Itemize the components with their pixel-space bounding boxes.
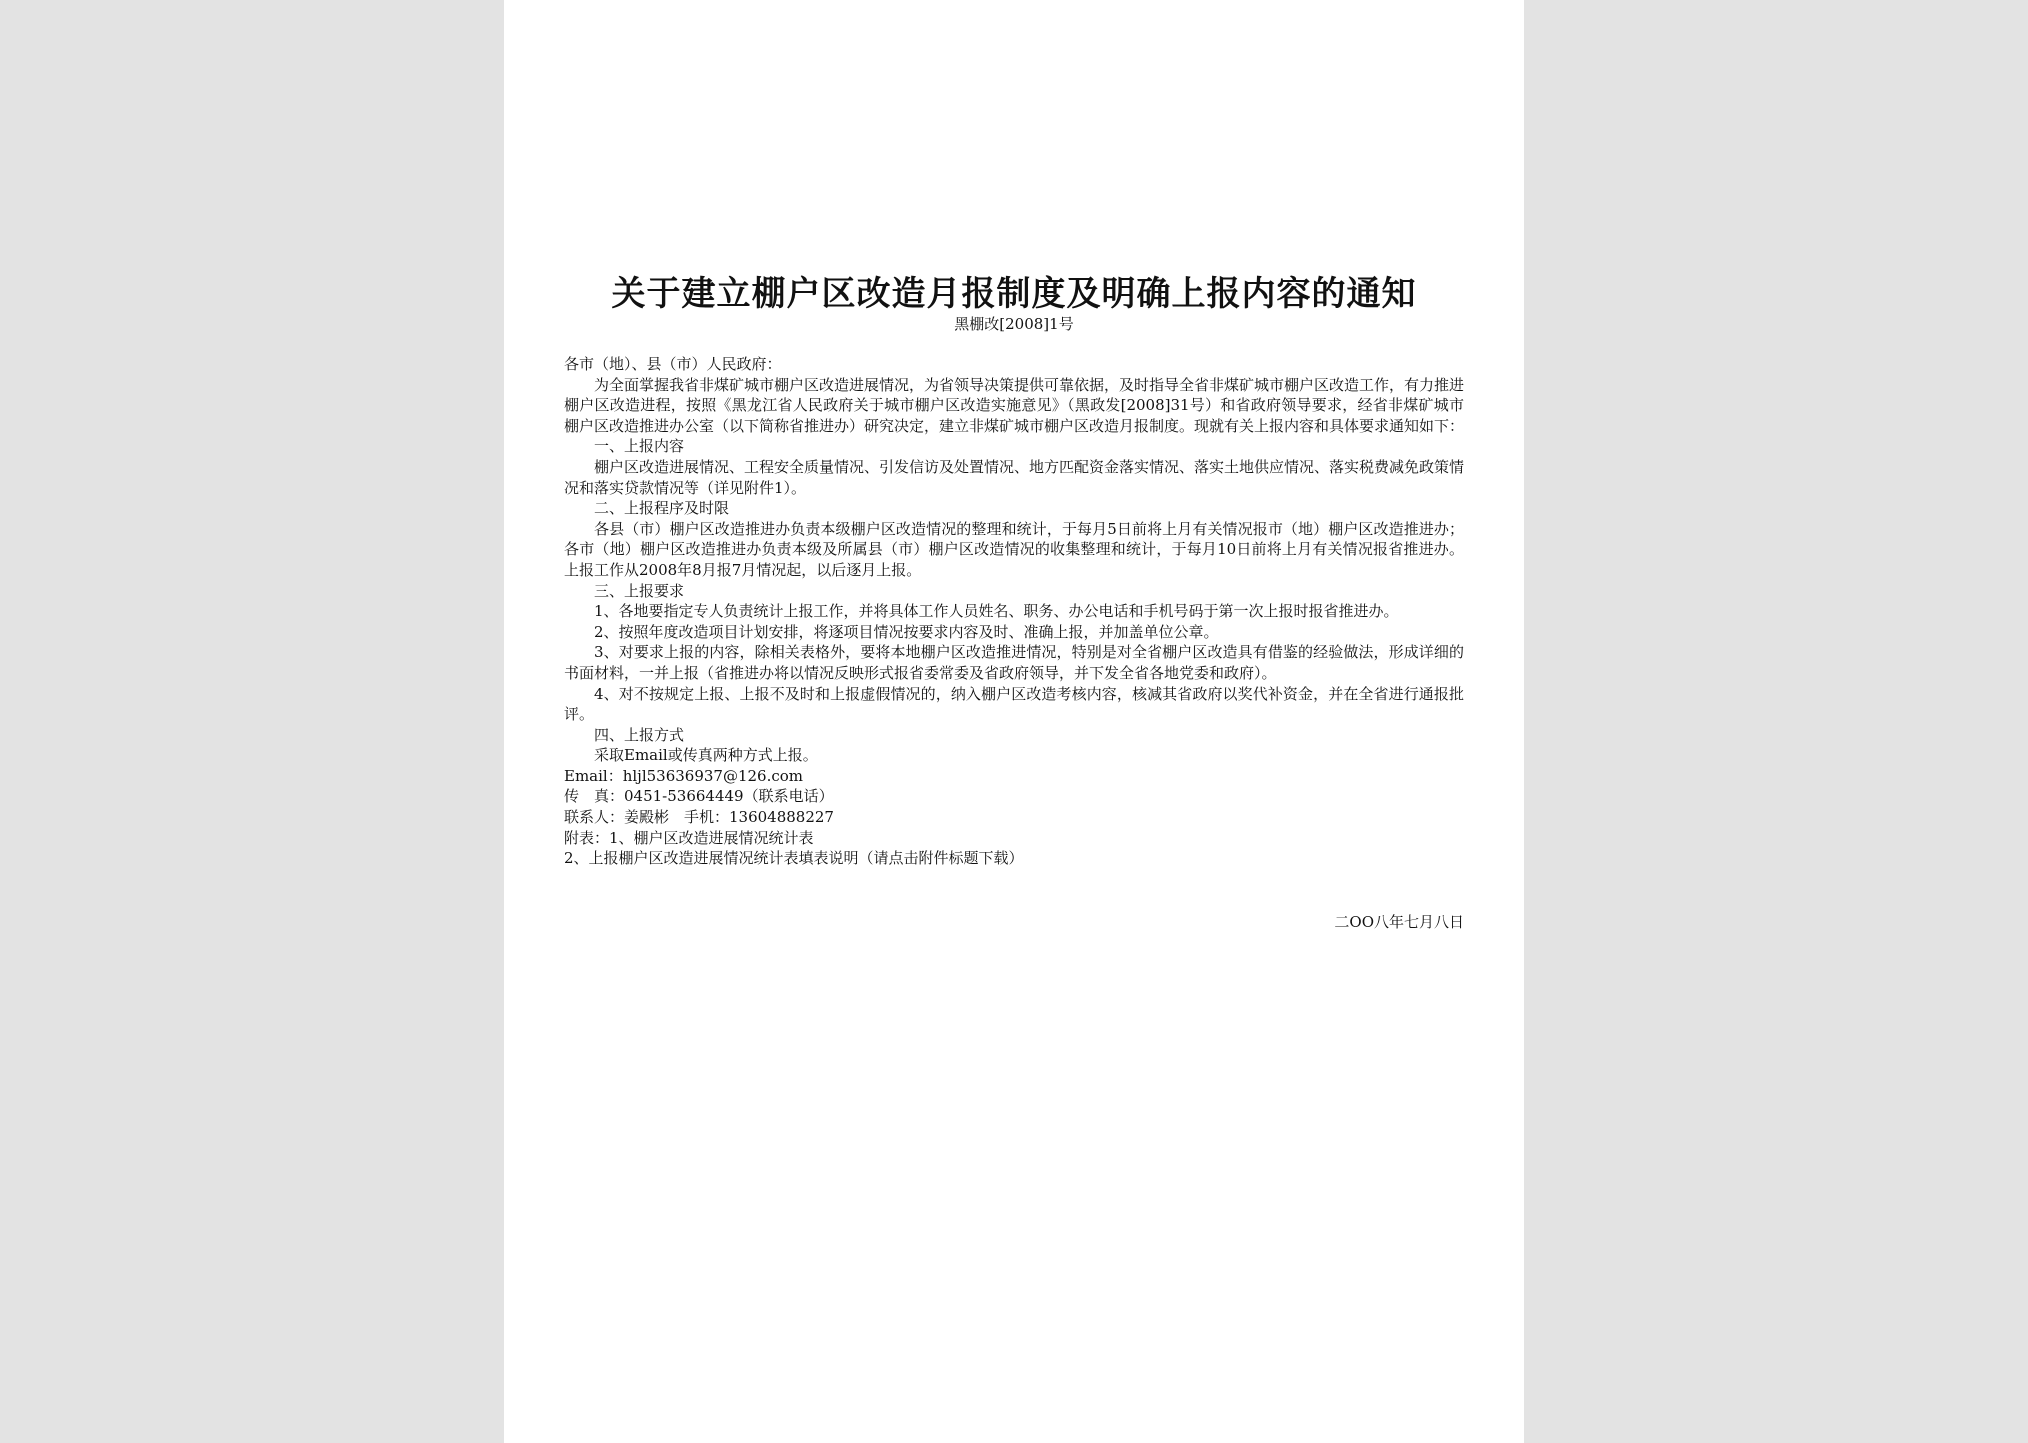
section4-heading: 四、上报方式	[594, 725, 685, 744]
section3-heading: 三、上报要求	[594, 581, 685, 600]
document-body	[564, 354, 1464, 869]
contact-line: 联系人：姜殿彬 手机：13604888227	[564, 808, 834, 827]
document-page	[504, 0, 1524, 1443]
salutation: 各市（地）、县（市）人民政府：	[564, 355, 782, 373]
document-date: 二OO八年七月八日	[1334, 913, 1464, 931]
requirement-3: 3、对要求上报的内容，除相关表格外，要将本地棚户区改造推进情况，特别是对全省棚户区改造具有借鉴的经验做法，形成详细的书面材料，一并上报（省推进办将以情况反映形式报省委常委及省政府领导，并下发全省各地党委和政府）。	[564, 643, 1464, 682]
intro-paragraph: 为全面掌握我省非煤矿城市棚户区改造进展情况，为省领导决策提供可靠依据，及时指导全省非煤矿城市棚户区改造工作，有力推进棚户区改造进程，按照《黑龙江省人民政府关于城市棚户区改造实施意见》（黑政发[2008]31号）和省政府领导要求，经省非煤矿城市棚户区改造推进办公室（以下简称省推进办）研究决定，建立非煤矿城市棚户区改造月报制度。现就有关上报内容和具体要求通知如下：	[564, 375, 1465, 435]
method-text: 采取Email或传真两种方式上报。	[594, 746, 818, 765]
requirement-1: 1、各地要指定专人负责统计上报工作，并将具体工作人员姓名、职务、办公电话和手机号码于第一次上报时报省推进办。	[594, 602, 1399, 621]
requirement-4: 4、对不按规定上报、上报不及时和上报虚假情况的，纳入棚户区改造考核内容，核减其省政府以奖代补资金，并在全省进行通报批评。	[564, 684, 1464, 724]
document-title: 关于建立棚户区改造月报制度及明确上报内容的通知	[611, 274, 1417, 314]
email-line: Email：hljl53636937@126.com	[564, 766, 804, 785]
section1-text: 棚户区改造进展情况、工程安全质量情况、引发信访及处置情况、地方匹配资金落实情况、落实土地供应情况、落实税费减免政策情况和落实贷款情况等（详见附件1）。	[564, 457, 1465, 497]
fax-line: 传 真：0451-53664449（联系电话）	[564, 787, 834, 806]
requirement-2: 2、按照年度改造项目计划安排，将逐项目情况按要求内容及时、准确上报，并加盖单位公章。	[594, 622, 1219, 641]
attachment-2-link[interactable]: 2、上报棚户区改造进展情况统计表填表说明（请点击附件标题下载）	[564, 849, 1024, 868]
section2-heading: 二、上报程序及时限	[594, 499, 730, 518]
section1-heading: 一、上报内容	[594, 437, 685, 456]
section2-text: 各县（市）棚户区改造推进办负责本级棚户区改造情况的整理和统计，于每月5日前将上月有关情况报市（地）棚户区改造推进办；各市（地）棚户区改造推进办负责本级及所属县（市）棚户区改造情况的收集整理和统计，于每月10日前将上月有关情况报省推进办。上报工作从2008年8月报7月情况起，以后逐月上报。	[564, 519, 1464, 579]
document-number: 黑棚改[2008]1号	[954, 315, 1074, 333]
attachment-1: 附表：1、棚户区改造进展情况统计表	[564, 828, 814, 847]
